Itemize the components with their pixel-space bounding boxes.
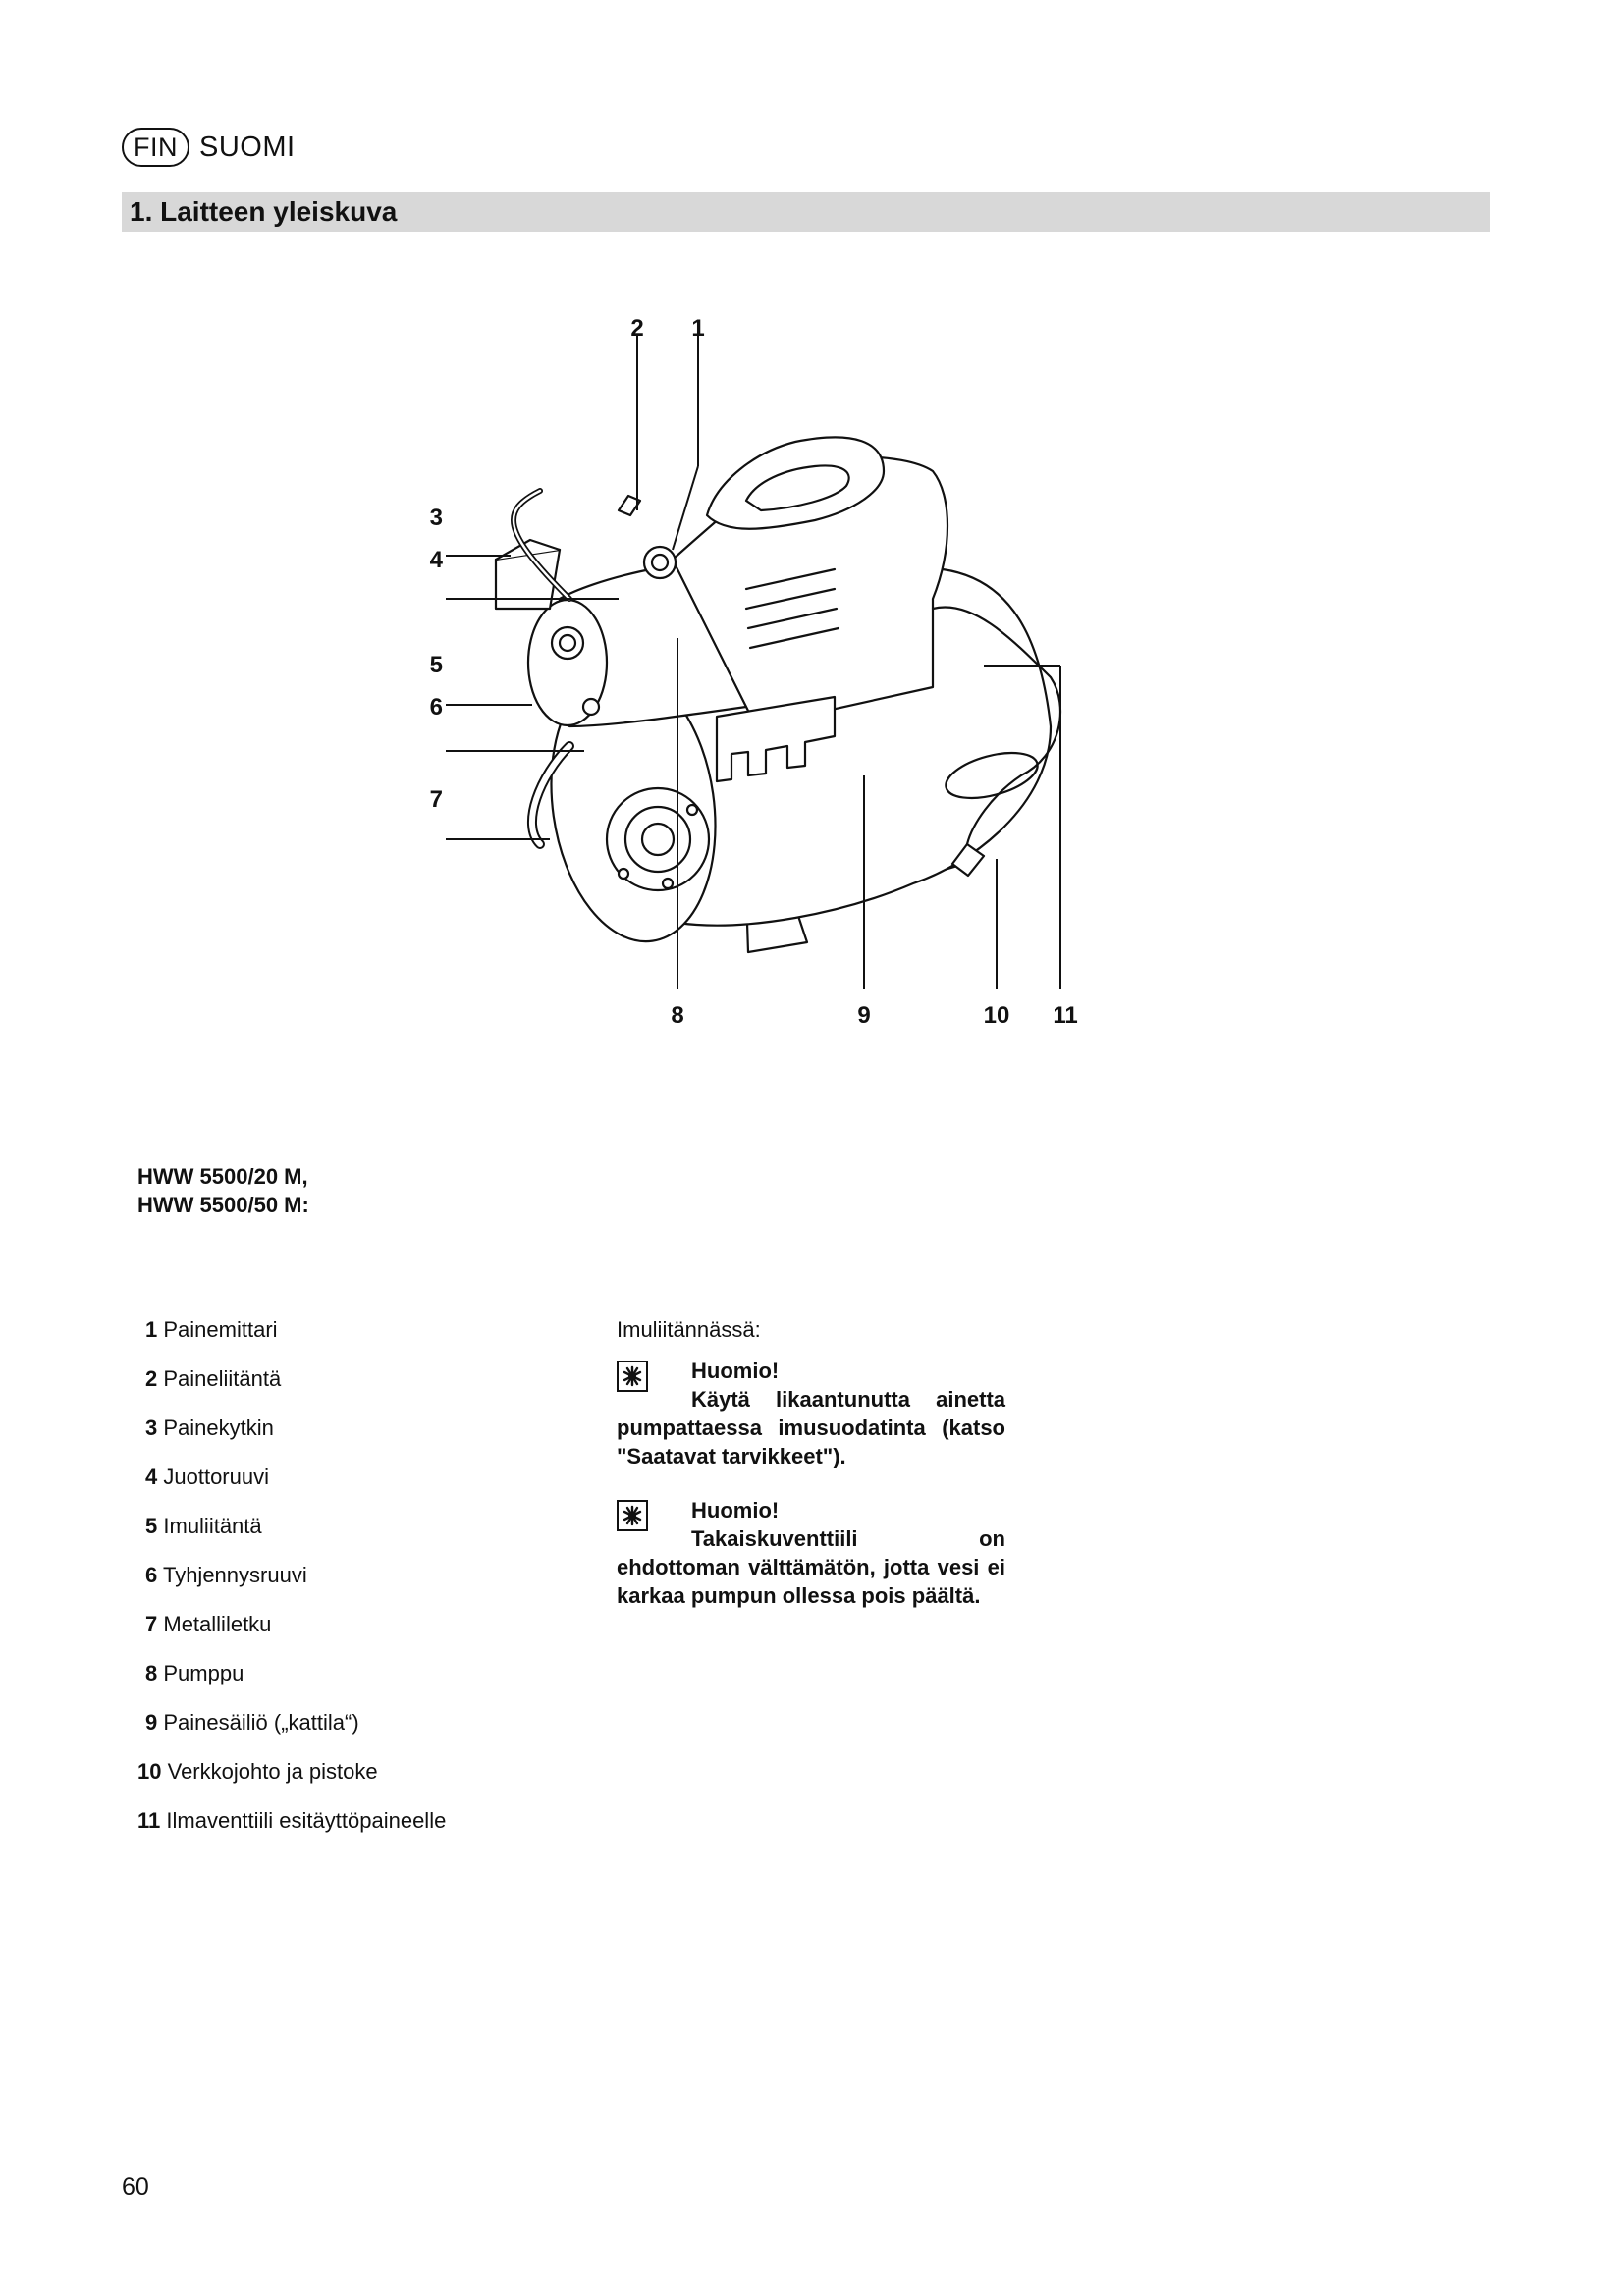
attention-icon [617,1500,648,1531]
part-number: 5 [145,1514,158,1538]
part-number: 11 [137,1808,161,1833]
callout-1: 1 [691,315,705,342]
notes-intro: Imuliitännässä: [617,1317,761,1342]
part-label: Painemittari [163,1317,278,1342]
callout-7: 7 [429,786,443,813]
part-label: Verkkojohto ja pistoke [167,1759,378,1784]
callout-6: 6 [429,694,443,721]
callout-2: 2 [630,315,644,342]
callout-11: 11 [1053,1002,1078,1029]
model-designation [137,1162,309,1219]
part-item [137,1610,511,1659]
part-number: 2 [145,1366,158,1391]
part-number: 1 [145,1317,158,1342]
part-label: Painekytkin [163,1415,274,1440]
part-item [137,1708,511,1757]
callout-9: 9 [857,1002,871,1029]
part-item [137,1463,511,1512]
attention-notice [617,1496,1005,1610]
language-code-badge: FIN [122,128,189,167]
notice-title: Huomio! [691,1359,780,1383]
part-label: Imuliitäntä [163,1514,262,1538]
model-line-2: HWW 5500/50 M: [137,1193,309,1217]
callout-10: 10 [983,1002,1010,1029]
language-header [122,128,296,167]
part-label: Ilmaventtiili esitäyttöpaineelle [166,1808,447,1833]
page-number: 60 [122,2173,149,2201]
part-number: 3 [145,1415,158,1440]
part-item [137,1364,511,1414]
notice-text: Takaiskuventtiili on ehdottoman välttämätön, jotta vesi ei karkaa pumpun ollessa pois päältä. [617,1526,1005,1608]
part-item [137,1414,511,1463]
callout-5: 5 [429,652,443,678]
part-label: Pumppu [163,1661,244,1685]
section-heading-bar [122,192,1490,232]
part-item [137,1512,511,1561]
attention-notice [617,1357,1005,1470]
part-label: Metalliletku [163,1612,272,1636]
part-number: 6 [145,1563,158,1587]
part-number: 7 [145,1612,158,1636]
part-item [137,1561,511,1610]
callout-4: 4 [429,547,443,573]
attention-icon [617,1361,648,1392]
model-line-1: HWW 5500/20 M, [137,1164,308,1189]
notes-column [617,1315,1005,1635]
part-label: Juottoruuvi [163,1465,269,1489]
language-name: SUOMI [199,131,296,163]
part-number: 9 [145,1710,158,1735]
parts-list [137,1315,511,1855]
callout-8: 8 [671,1002,684,1029]
section-title: 1. Laitteen yleiskuva [130,196,398,227]
part-number: 8 [145,1661,158,1685]
part-label: Tyhjennysruuvi [162,1563,307,1587]
callout-3: 3 [429,505,443,531]
part-item [137,1659,511,1708]
part-label: Painesäiliö („kattila“) [163,1710,359,1735]
pump-diagram [422,314,1110,1041]
part-item [137,1806,511,1855]
notice-text: Käytä likaantunutta ainetta pumpattaessa imusuodatinta (katso "Saatavat tarvikkeet"). [617,1387,1005,1468]
part-label: Paineliitäntä [163,1366,282,1391]
pump-illustration [422,314,1110,1041]
part-number: 4 [145,1465,158,1489]
part-number: 10 [137,1759,162,1784]
notice-title: Huomio! [691,1498,780,1522]
part-item [137,1757,511,1806]
part-item [137,1315,511,1364]
